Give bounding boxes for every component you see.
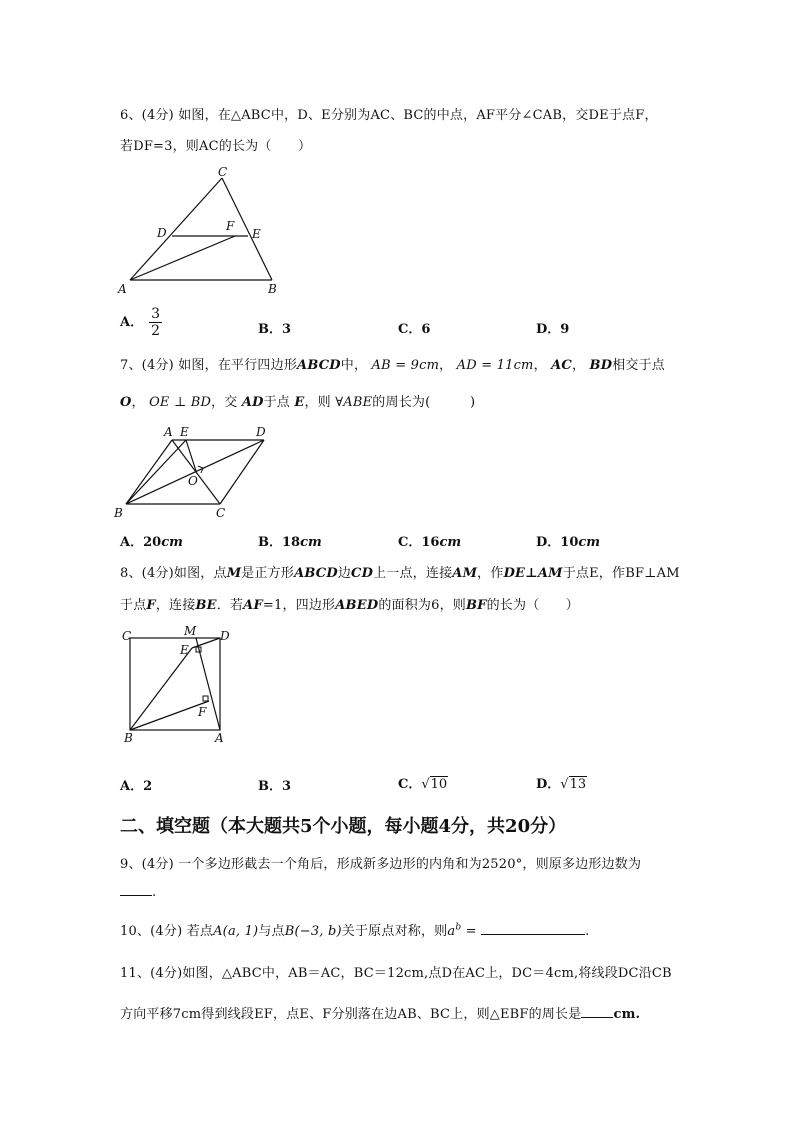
q8-option-d: D．√13 <box>536 777 587 792</box>
q6-label-b: B <box>268 282 277 296</box>
q8-label-b: B <box>124 731 133 745</box>
q7-label-e: E <box>180 425 189 439</box>
q8-label-f: F <box>198 705 207 719</box>
q6-label-e: E <box>252 227 261 241</box>
q7-option-b: B．18cm <box>258 535 322 550</box>
q8-label-e: E <box>180 643 189 657</box>
q8-option-a: A．2 <box>120 779 153 794</box>
q9-line2: . <box>120 885 156 900</box>
q6-label-c: C <box>218 165 228 179</box>
q7-option-a: A．20cm <box>120 535 183 550</box>
q6-label-d: D <box>157 226 167 240</box>
q11-answer-blank <box>581 1017 613 1018</box>
q6-option-d: D．9 <box>536 322 570 337</box>
q7-option-d: D．10cm <box>536 535 601 550</box>
q6-triangle-figure <box>112 162 292 300</box>
q6-option-c: C．6 <box>398 322 431 337</box>
q7-parallelogram-figure <box>112 422 282 522</box>
q7-label-b: B <box>114 506 123 520</box>
q8-label-a: A <box>215 731 224 745</box>
q7-label-o: O <box>188 474 198 488</box>
q11-line2: 方向平移7cm得到线段EF，点E、F分别落在边AB、BC上，则△EBF的周长是 cm. <box>120 1007 641 1022</box>
q7-label-c: C <box>216 506 226 520</box>
q6-option-a-fraction: $\frac{3}{2}$ <box>151 306 161 339</box>
q6-line2: 若DF=3，则AC的长为（ ） <box>120 139 312 154</box>
q8-option-c-sqrt: √10 <box>421 777 448 792</box>
q8-line2: 于点F，连接BE．若AF=1，四边形ABED的面积为6，则BF的长为（ ） <box>120 598 580 613</box>
q9-answer-blank <box>120 895 152 896</box>
q11-line1: 11、(4分)如图，△ABC中，AB＝AC，BC＝12cm,点D在AC上，DC＝4cm,将线段DC沿CB <box>120 966 672 981</box>
q6-line1: 6、(4分) 如图，在△ABC中，D、E分别为AC、BC的中点，AF平分∠CAB，交DE于点F， <box>120 108 658 123</box>
q6-option-b: B．3 <box>258 322 292 337</box>
q7-option-c: C．16cm <box>398 535 462 550</box>
q6-label-f: F <box>226 219 235 233</box>
q7-label-d: D <box>256 425 266 439</box>
q8-square-figure <box>112 624 242 748</box>
q8-label-m: M <box>184 624 197 638</box>
q8-label-d: D <box>220 629 230 643</box>
q8-option-c: C．√10 <box>398 777 448 792</box>
q10-line: 10、(4分) 若点A(a, 1)与点B(−3, b)关于原点对称，则$a^b$ = . <box>120 922 590 939</box>
q8-option-b: B．3 <box>258 779 292 794</box>
q7-line1: 7、(4分) 如图，在平行四边形ABCD中， AB = 9cm， AD = 11cm， AC， BD相交于点 <box>120 358 665 373</box>
q7-label-a: A <box>164 425 173 439</box>
q8-option-d-sqrt: √13 <box>560 777 587 792</box>
q7-line2: O， OE ⊥ BD，交 AD于点 E，则 ∀ABE的周长为( ) <box>120 395 476 410</box>
q8-line1: 8、(4分)如图，点M是正方形ABCD边CD上一点，连接AM，作DE⊥AM于点E，作BF⊥AM <box>120 566 680 581</box>
section-title: 二、填空题（本大题共5个小题，每小题4分，共20分） <box>120 816 567 837</box>
q8-label-c: C <box>122 629 132 643</box>
q6-label-a: A <box>118 282 127 296</box>
q9-line1: 9、(4分) 一个多边形截去一个角后，形成新多边形的内角和为2520°，则原多边形边数为 <box>120 857 642 872</box>
q10-answer-blank <box>481 934 585 935</box>
q6-option-a: A． $\frac{3}{2}$ <box>120 306 161 339</box>
